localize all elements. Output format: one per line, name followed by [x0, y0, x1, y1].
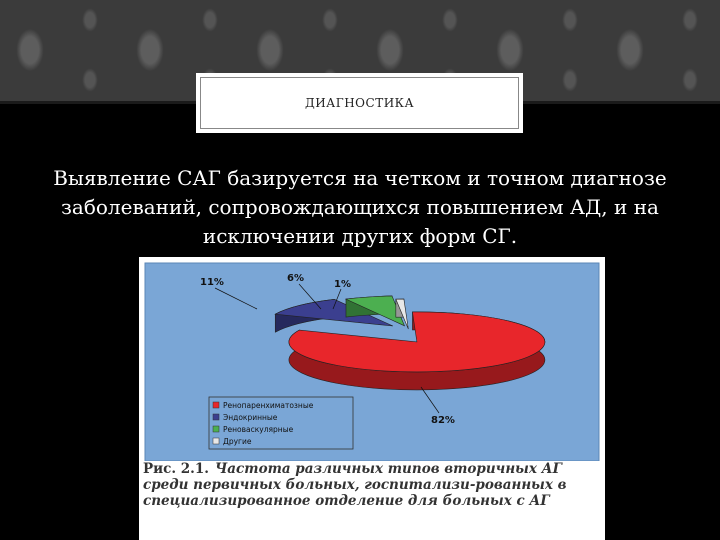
data-label-2: 6%: [287, 273, 304, 284]
data-label-0: 82%: [431, 415, 455, 426]
slide-body-text: Выявление САГ базируется на четком и точном диагнозе заболеваний, сопровождающихся повышением АД, и на исключении других форм СГ.: [53, 166, 667, 248]
legend-swatch-2: [213, 426, 219, 432]
legend-label-0: Ренопаренхиматозные: [223, 401, 314, 410]
caption-text: Частота различных типов вторичных АГ среди первичных больных, госпитализи-рованных в специализированное отделение для больных с АГ: [143, 461, 567, 509]
legend-swatch-3: [213, 438, 219, 444]
data-label-1: 11%: [200, 277, 224, 288]
legend-label-2: Реноваскулярные: [223, 425, 294, 434]
legend-swatch-1: [213, 414, 219, 420]
data-label-3: 1%: [334, 279, 351, 290]
legend-label-1: Эндокринные: [223, 413, 278, 422]
title-box: [196, 73, 523, 133]
slide-title: ДИАГНОСТИКА: [304, 96, 415, 110]
legend-swatch-0: [213, 402, 219, 408]
caption-number: Рис. 2.1.: [143, 461, 209, 477]
figure: [139, 257, 605, 540]
figure-caption: [143, 461, 601, 509]
pie-chart: [139, 257, 605, 461]
legend-label-3: Другие: [223, 437, 252, 446]
